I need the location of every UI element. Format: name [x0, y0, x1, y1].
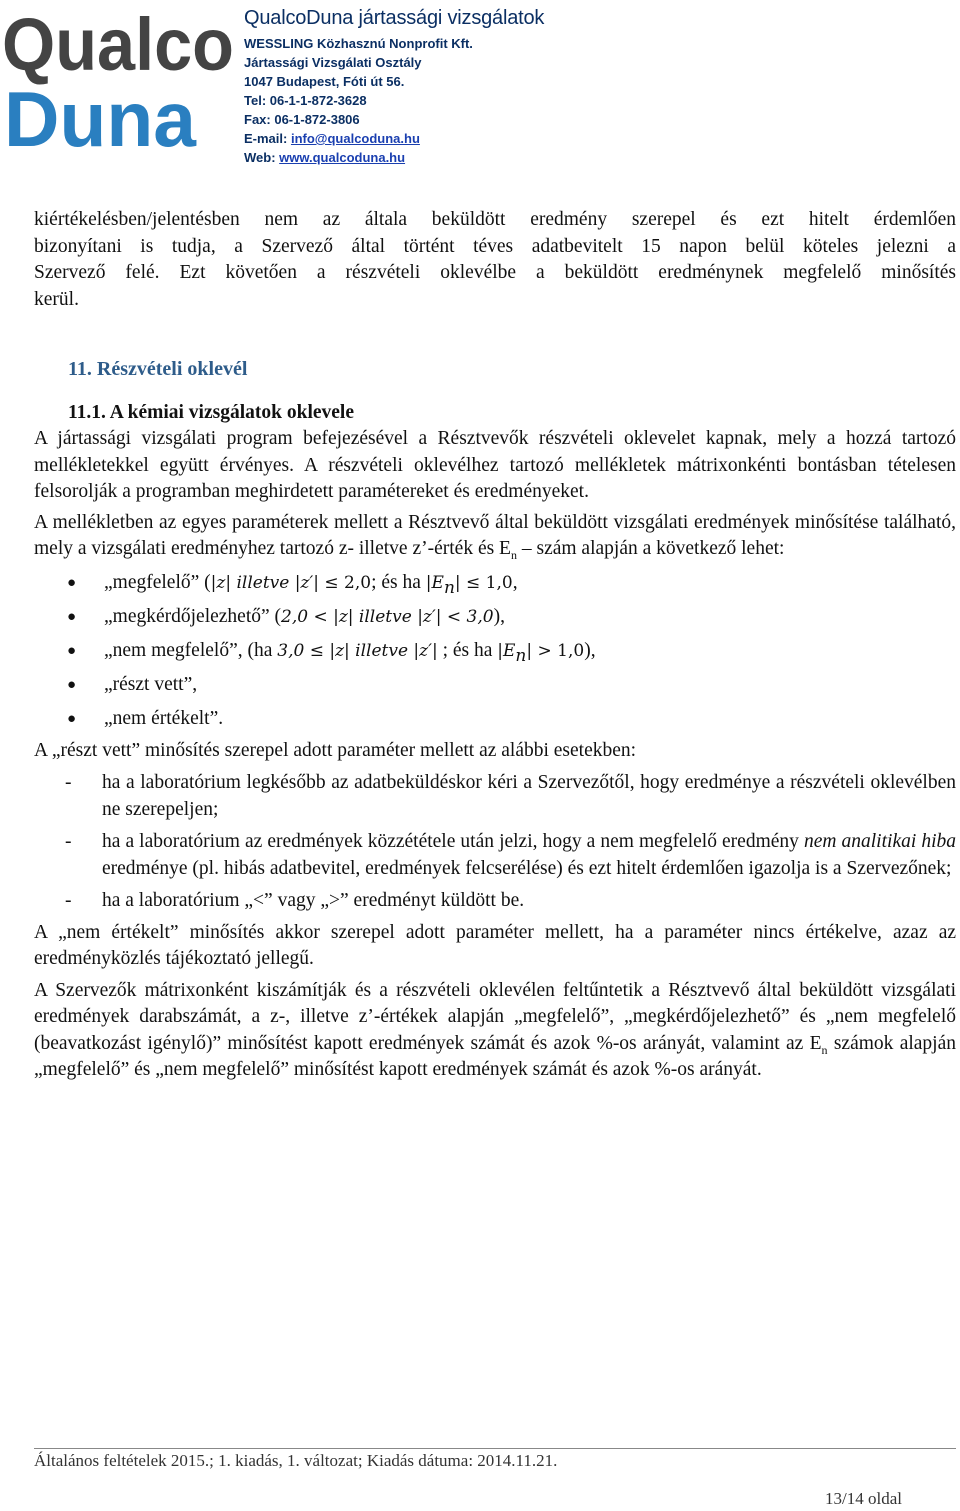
subsection-title: 11.1. A kémiai vizsgálatok oklevele — [68, 402, 354, 423]
intro-line-3: Szervező felé. Ezt követően a részvételi oklevélbe a beküldött eredménynek megfelelő minősítés — [34, 262, 956, 283]
math-expression: | > 1,0 — [526, 640, 585, 661]
dash-item-text: eredménye (pl. hibás adatbevitel, eredmények felcserélése) és ezt hitelt érdemlően igazolja is a Szervezőnek; — [102, 857, 952, 879]
dash-item-emphasis: nem analitikai hiba — [803, 831, 956, 852]
paragraph-2-text-a: A mellékletben az egyes paraméterek mellett a Résztvevő által beküldött vizsgálati eredmények minősítése található, mely a vizsgálati eredményhez tartozó z- illetve z’-érték és E — [34, 511, 956, 559]
math-sub: n — [515, 645, 527, 666]
company-fax: Fax: 06-1-872-3806 — [244, 112, 360, 127]
paragraph-5 — [34, 978, 956, 1084]
logo-text-top: Qualco — [2, 3, 234, 86]
paragraph-5-text-a: A Szervezők mátrixonként kiszámítják és a részvételi oklevélen feltűntetik a Résztvevő által beküldött vizsgálati eredmények darabszámát, a z-, illetve z’-értékek alapján „megfelelő”, „megkérdőjelezhető” és „nem megfelelő (beavatkozást igénylő)” minősítést kapott eredmények számát és azok %-os arányát, valamint az E — [34, 979, 956, 1054]
math-expression: |z| illetve |z′| — [210, 572, 319, 593]
paragraph-4: A „nem értékelt” minősítés akkor szerepel adott paraméter mellett, ha a paraméter nincs értékelve, azaz az eredményközlés tájékoztató jellegű. — [34, 921, 956, 969]
bullet-text: ), — [493, 605, 505, 627]
math-expression: 3,0 ≤ |z| illetve |z′| — [277, 640, 438, 661]
bullet-label: „nem megfelelő”, (ha — [104, 639, 278, 661]
dash-marker: - — [65, 890, 72, 911]
company-web-row — [244, 148, 544, 167]
logo-text-bottom: Duna — [4, 75, 197, 150]
company-line-1: WESSLING Közhasznú Nonprofit Kft. — [244, 36, 473, 51]
math-expression: |E — [425, 572, 444, 593]
company-logo — [0, 0, 238, 150]
section-title: 11. Részvételi oklevél — [68, 358, 248, 380]
footer-text: Általános feltételek 2015.; 1. kiadás, 1. változat; Kiadás dátuma: 2014.11.21. — [34, 1451, 558, 1470]
math-expression: ≤ 2,0 — [319, 572, 372, 593]
bullet-text: ), — [584, 639, 596, 661]
paragraph-5-text-b: számok alapján „megfelelő” és „nem megfelelő” minősítést kapott eredmények számát és azok %-os arányát. — [34, 1032, 957, 1080]
list-item: ● „részt vett”, — [34, 668, 956, 702]
company-tel: Tel: 06-1-1-872-3628 — [244, 93, 367, 108]
paragraph-5-sub: n — [821, 1042, 828, 1057]
dash-item-text: ha a laboratórium „<” vagy „>” eredményt küldött be. — [102, 890, 525, 911]
dash-item-text: ha a laboratórium az eredmények közzététele után jelzi, hogy a nem megfelelő eredmény — [102, 831, 804, 852]
paragraph-3: A „részt vett” minősítés szerepel adott paraméter mellett az alábbi esetekben: — [34, 739, 637, 761]
list-item — [34, 888, 956, 915]
math-sub: n — [443, 577, 455, 598]
web-link[interactable]: www.qualcoduna.hu — [279, 150, 406, 165]
participated-cases-list — [34, 770, 956, 915]
paragraph-2 — [34, 510, 956, 563]
paragraph-1: A jártassági vizsgálati program befejezésével a Résztvevők részvételi oklevelet kapnak, mely a hozzá tartozó mellékletekkel együtt érvényes. A részvételi oklevélhez tartozó mellékletek mátrixonkénti bontásban tételesen felsorolják a programban meghirdetett paramétereket és eredményeket. — [34, 428, 956, 502]
list-item — [34, 566, 956, 600]
intro-line-2: bizonyítani is tudja, a Szervező által történt téves adatbevitelt 15 napon belül köteles jelezni a — [34, 235, 956, 257]
dash-marker: - — [65, 831, 72, 852]
company-line-2: Jártassági Vizsgálati Osztály — [244, 55, 422, 70]
document-body — [34, 207, 956, 1084]
page-number: 13/14 oldal — [825, 1489, 902, 1508]
page-footer — [34, 1448, 956, 1471]
company-name: QualcoDuna jártassági vizsgálatok — [244, 7, 545, 29]
math-expression: 2,0 < |z| illetve |z′| < 3,0 — [281, 606, 494, 627]
bullet-text: ; és ha — [371, 571, 426, 593]
bullet-text: , — [512, 571, 518, 593]
bullet-text: ; és ha — [437, 639, 498, 661]
company-address: 1047 Budapest, Fóti út 56. — [244, 74, 405, 89]
dash-marker: - — [65, 772, 72, 793]
company-email-row — [244, 129, 544, 148]
intro-line-4: kerül. — [34, 288, 79, 310]
list-item — [34, 600, 956, 634]
web-label: Web: — [244, 150, 280, 165]
bullet-label: „megfelelő” ( — [104, 571, 211, 593]
list-item: ● „nem értékelt”. — [34, 702, 956, 736]
math-expression: | ≤ 1,0 — [454, 572, 513, 593]
paragraph-2-text-b: – szám alapján a következő lehet: — [516, 538, 785, 559]
list-item — [34, 829, 956, 882]
email-link[interactable]: info@qualcoduna.hu — [290, 131, 420, 146]
math-expression: |E — [497, 640, 516, 661]
list-item — [34, 770, 956, 823]
dash-item-text: ha a laboratórium legkésőbb az adatbeküldéskor kéri a Szervezőtől, hogy eredménye a részvételi oklevélben ne szerepeljen; — [102, 772, 956, 820]
email-label: E-mail: — [244, 131, 291, 146]
bullet-label: „megkérdőjelezhető” ( — [104, 605, 282, 627]
company-info — [244, 6, 544, 167]
intro-line-1: kiértékelésben/jelentésben nem az általa beküldött eredmény szerepel és ezt hitelt érdemlően — [34, 209, 956, 230]
paragraph-2-sub: n — [510, 547, 517, 562]
qualification-list — [34, 566, 956, 736]
logo-graphic — [0, 0, 238, 150]
list-item — [34, 634, 956, 668]
